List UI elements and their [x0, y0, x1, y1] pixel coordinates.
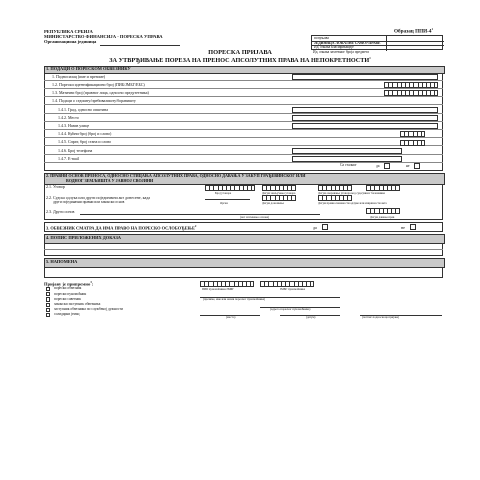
- sign-date-label: (датум): [306, 315, 316, 319]
- section-1-row-label: 1.4.7. E-mail: [58, 155, 79, 161]
- prepared-by-checkbox[interactable]: [46, 313, 50, 317]
- section-1-row-input[interactable]: [292, 148, 402, 154]
- agent-address-label: (адреса пореског пуномоћника): [270, 307, 311, 311]
- section-1-row-input[interactable]: [292, 115, 438, 121]
- section-1-row-label: 1.3. Матични број (правног лица, односно предузетника): [52, 90, 149, 96]
- section-2-title-line1: 2. ПРАВНИ ОСНОВ ПРЕНОСА, ОДНОСНО СТИЦАЊА АПСОЛУТНИХ ПРАВА, ОДНОСНО ДАВАЊА У ЗАКУП ГРАЂЕВИНСКОГ ИЛИ: [46, 173, 306, 178]
- court-decision-label-2: други појединачни правни или законски основ: [53, 200, 125, 204]
- sign-place-label: (место): [226, 315, 236, 319]
- section-1-row-label: 1.4.3. Назив улице: [58, 123, 90, 128]
- agent-pib-label: ПИБ пуномоћника/ЈМБГ: [202, 287, 234, 291]
- section-5-header: [44, 258, 445, 268]
- permanent-note: Са сталног: [340, 163, 357, 167]
- other-basis-date-cells[interactable]: [366, 208, 400, 214]
- prepared-by-checkbox[interactable]: [46, 303, 50, 307]
- prepared-by-option: законски заступник обвезника: [54, 302, 101, 306]
- prepared-by-checkbox[interactable]: [46, 297, 50, 301]
- org-unit-line[interactable]: [100, 45, 180, 46]
- permanent-yes-label: да: [376, 164, 380, 168]
- form-title: ПОРЕСКА ПРИЈАВА: [208, 49, 272, 56]
- permanent-yes-checkbox[interactable]: [384, 163, 390, 169]
- section-1-row-cells[interactable]: [384, 82, 438, 88]
- section-3-title: 3. ОБВЕЗНИК СМАТРА ДА ИМА ПРАВО НА ПОРЕСКО ОСЛОБОЂЕЊЕ$^2$: [46, 224, 197, 231]
- prepared-by-option: порески обвезник: [54, 286, 82, 291]
- evidence-line[interactable]: [44, 249, 443, 250]
- exemption-yes-checkbox[interactable]: [322, 224, 328, 230]
- section-1-row-cells[interactable]: [400, 131, 425, 137]
- col-contract-number: Број уговора: [215, 191, 232, 195]
- section-1-row-label: 1.4.6. Број телефона: [58, 147, 93, 153]
- office-use-class: Ид. ознака класификације: [314, 45, 354, 49]
- office-use-unit: ЈЕДИНИЦА ЛОКАЛНЕ САМОУПРАВЕ: [314, 40, 381, 45]
- form-code: Образац ППИ-$4^1$: [394, 27, 433, 35]
- exemption-no-checkbox[interactable]: [410, 224, 416, 230]
- office-use-title: попуњава: [314, 36, 329, 40]
- prepared-by-option: порески саветник: [54, 296, 82, 301]
- other-basis-label: 2.3. Други основ: [46, 209, 75, 214]
- section-2-title-line2: ВОДНОГ ЗЕМЉИШТА У ЈАВНОЈ СВОЈИНИ: [66, 177, 154, 183]
- court-decision-label: 2.2. Судска одлука или други појединачни акт донесене, када: [46, 195, 151, 200]
- section-1-row-input[interactable]: [292, 156, 402, 162]
- republic-label: РЕПУБЛИКА СРБИЈА: [44, 29, 93, 34]
- section-1-row-label: 1.2. Порески идентификациони број (ПИБ/ЈМБГ/ЕБС): [52, 82, 145, 87]
- section-1-row-label: 1. Подносилац (име и презиме): [52, 73, 106, 79]
- authority-line[interactable]: [205, 199, 250, 200]
- col-authority: Орган: [220, 201, 228, 205]
- col-finality-date: Датум правноснажности одлуке или извршности акта: [318, 201, 387, 205]
- col-decision-date: Датум доношења: [262, 201, 284, 205]
- exemption-yes-label: да: [313, 225, 317, 230]
- ministry-label: МИНИСТАРСТВО ФИНАНСИЈА - ПОРЕСКА УПРАВА: [44, 34, 163, 39]
- contract-label: 2.1. Уговор: [46, 184, 65, 189]
- org-unit-label: Организациона јединица: [44, 39, 97, 44]
- section-1-row-label: 1.4.1. Град, односно општина: [58, 106, 108, 112]
- prepared-by-checkbox[interactable]: [46, 287, 50, 291]
- office-use-box: [311, 35, 443, 50]
- section-1-row-input[interactable]: [292, 123, 438, 129]
- other-basis-date-label: Датум давања прав: [370, 214, 395, 219]
- prepared-by-checkbox[interactable]: [46, 308, 50, 312]
- section-1-row-input[interactable]: [292, 107, 438, 113]
- section-1-row-label: 1.4.2. Место: [58, 114, 79, 120]
- other-basis-note: (акт захтевања основа): [240, 214, 270, 219]
- permanent-no-checkbox[interactable]: [414, 163, 420, 169]
- prepared-by-heading: Пријаву је припремио$^3$:: [44, 280, 94, 287]
- section-4-title: 4. ПОПИС ПРИЛОЖЕНИХ ДОКАЗА: [46, 235, 121, 240]
- prepared-by-option: солидарни јемац: [54, 312, 80, 317]
- section-1-row-input[interactable]: [292, 74, 438, 80]
- agent-jmbg-label: ЈМБГ пуномоћника: [280, 287, 306, 291]
- col-contract-cert: Датум оверавања уговора код суда/јавног бележника: [318, 191, 385, 195]
- section-1-row-label: 1.4.5. Спрат, број стана и слово: [58, 139, 112, 145]
- other-basis-line[interactable]: [80, 214, 320, 215]
- section-1-row-label: 1.4. Подаци о седишту/пребивалишту/боравишту: [52, 98, 136, 104]
- section-1-row-cells[interactable]: [400, 140, 425, 146]
- col-contract-date: Датум закључења уговора: [262, 191, 296, 195]
- prepared-by-option: заступник обвезника по службеној дужности: [54, 307, 123, 312]
- section-1-title: 1. ПОДАЦИ О ПОРЕСКОМ ОБВЕЗНИКУ: [46, 66, 131, 71]
- section-5-title: 5. НАПОМЕНА: [46, 259, 78, 264]
- permanent-no-label: не: [406, 164, 410, 168]
- office-use-note: Ид. ознака захтевног броја предмета: [313, 50, 369, 54]
- prepared-by-checkbox[interactable]: [46, 292, 50, 296]
- agent-name-label: (презиме, име или назив пореског пуномоћника): [203, 297, 266, 301]
- exemption-no-label: не: [401, 225, 405, 230]
- section-1-row-label: 1.4.4. Кућни број (број и слово): [58, 131, 112, 137]
- prepared-by-option: порески пуномоћник: [54, 291, 87, 296]
- signature-label: (потпис подносиоца пријаве): [362, 315, 400, 319]
- form-subtitle: ЗА УТВРЂИВАЊЕ ПОРЕЗА НА ПРЕНОС АПСОЛУТНИХ ПРАВА НА НЕПОКРЕТНОСТИ$^1$: [109, 56, 371, 65]
- section-1-row-cells[interactable]: [384, 90, 438, 96]
